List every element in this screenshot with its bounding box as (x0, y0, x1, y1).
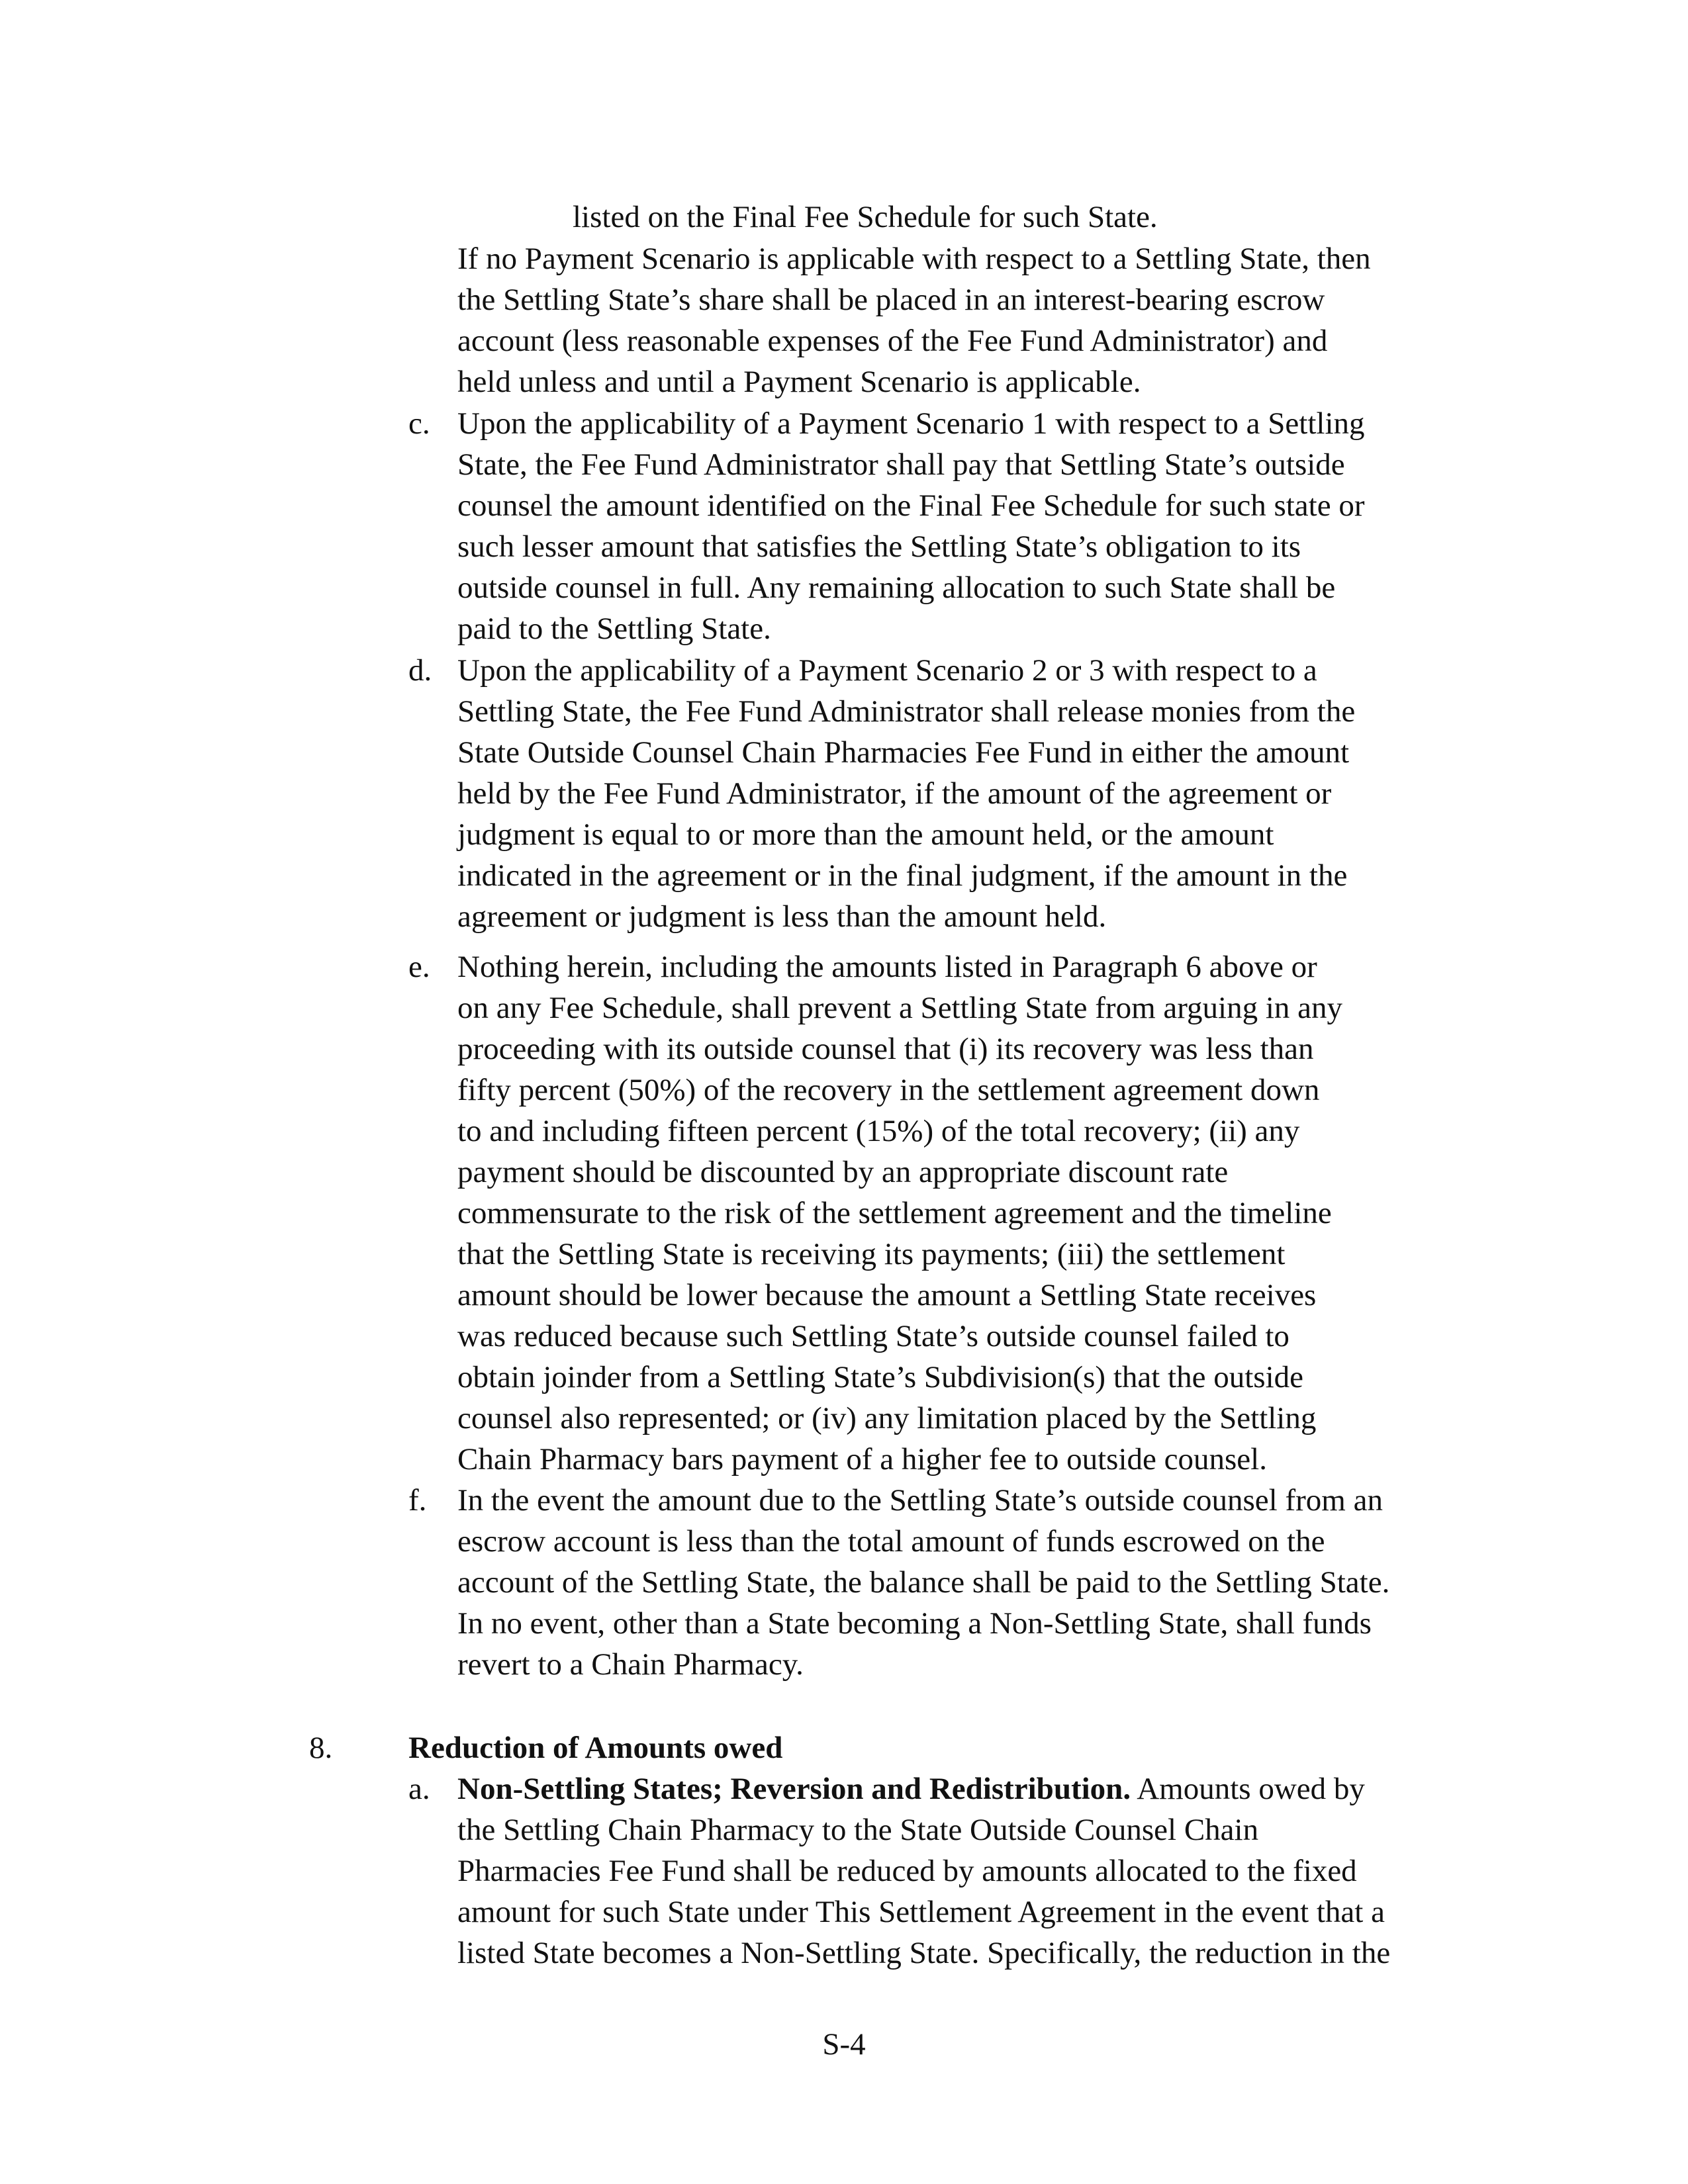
item-e-line: counsel also represented; or (iv) any limitation placed by the Settling (457, 1401, 1317, 1435)
section-number: 8. (309, 1731, 333, 1765)
item-f-line: In no event, other than a State becoming a Non-Settling State, shall funds (457, 1606, 1372, 1641)
item-a-marker: a. (408, 1772, 430, 1806)
item-e-line: amount should be lower because the amount a Settling State receives (457, 1278, 1317, 1312)
item-e-line: commensurate to the risk of the settlement agreement and the timeline (457, 1196, 1332, 1230)
continuation-line: the Settling State’s share shall be placed in an interest-bearing escrow (457, 283, 1325, 317)
item-d-line: agreement or judgment is less than the amount held. (457, 899, 1107, 934)
item-e-line: to and including fifteen percent (15%) of the total recovery; (ii) any (457, 1114, 1300, 1148)
continuation-line: If no Payment Scenario is applicable with respect to a Settling State, then (457, 242, 1371, 276)
item-a-line: the Settling Chain Pharmacy to the State Outside Counsel Chain (457, 1813, 1259, 1847)
item-f-marker: f. (408, 1483, 427, 1518)
item-a-line: amount for such State under This Settlement Agreement in the event that a (457, 1895, 1385, 1929)
item-a-line: Pharmacies Fee Fund shall be reduced by amounts allocated to the fixed (457, 1854, 1357, 1888)
item-e-line: payment should be discounted by an appropriate discount rate (457, 1155, 1229, 1189)
item-e-line: was reduced because such Settling State’s outside counsel failed to (457, 1319, 1289, 1353)
item-d-line: held by the Fee Fund Administrator, if the amount of the agreement or (457, 776, 1332, 811)
item-f-line: escrow account is less than the total amount of funds escrowed on the (457, 1524, 1325, 1559)
item-e-line: on any Fee Schedule, shall prevent a Settling State from arguing in any (457, 991, 1343, 1025)
item-c-line: counsel the amount identified on the Final Fee Schedule for such state or (457, 488, 1365, 523)
item-d-line: judgment is equal to or more than the amount held, or the amount (457, 817, 1274, 852)
section-heading: Reduction of Amounts owed (408, 1731, 783, 1765)
item-e-line: proceeding with its outside counsel that (i) its recovery was less than (457, 1032, 1314, 1066)
item-d-line: indicated in the agreement or in the final judgment, if the amount in the (457, 858, 1348, 893)
item-a-bold-lead: Non-Settling States; Reversion and Redistribution. (457, 1772, 1131, 1806)
item-d-line: Settling State, the Fee Fund Administrator shall release monies from the (457, 694, 1356, 729)
item-e-line: fifty percent (50%) of the recovery in the settlement agreement down (457, 1073, 1320, 1107)
item-c-line: outside counsel in full. Any remaining allocation to such State shall be (457, 570, 1336, 605)
item-f-line: revert to a Chain Pharmacy. (457, 1647, 804, 1682)
item-e-line: Chain Pharmacy bars payment of a higher fee to outside counsel. (457, 1442, 1267, 1477)
item-d-line: Upon the applicability of a Payment Scenario 2 or 3 with respect to a (457, 653, 1317, 688)
page-number: S-4 (822, 2027, 866, 2062)
item-c-line: State, the Fee Fund Administrator shall pay that Settling State’s outside (457, 447, 1345, 482)
item-d-marker: d. (408, 653, 432, 688)
item-c-line: such lesser amount that satisfies the Settling State’s obligation to its (457, 529, 1301, 564)
item-e-line: Nothing herein, including the amounts listed in Paragraph 6 above or (457, 950, 1317, 984)
item-c-marker: c. (408, 406, 430, 441)
continuation-line: account (less reasonable expenses of the Fee Fund Administrator) and (457, 324, 1328, 358)
item-e-marker: e. (408, 950, 430, 984)
item-c-line: paid to the Settling State. (457, 612, 771, 646)
item-f-line: In the event the amount due to the Settling State’s outside counsel from an (457, 1483, 1383, 1518)
item-f-line: account of the Settling State, the balance shall be paid to the Settling State. (457, 1565, 1390, 1600)
item-e-line: that the Settling State is receiving its payments; (iii) the settlement (457, 1237, 1286, 1271)
item-d-line: State Outside Counsel Chain Pharmacies Fee Fund in either the amount (457, 735, 1350, 770)
item-c-line: Upon the applicability of a Payment Scenario 1 with respect to a Settling (457, 406, 1365, 441)
item-a-first-rest: Amounts owed by (1131, 1772, 1365, 1806)
continuation-first-line: listed on the Final Fee Schedule for such State. (573, 200, 1158, 234)
item-e-line: obtain joinder from a Settling State’s Subdivision(s) that the outside (457, 1360, 1303, 1394)
continuation-line: held unless and until a Payment Scenario is applicable. (457, 365, 1141, 399)
item-a-first-line (457, 1768, 1365, 1809)
item-a-line: listed State becomes a Non-Settling State. Specifically, the reduction in the (457, 1936, 1391, 1970)
